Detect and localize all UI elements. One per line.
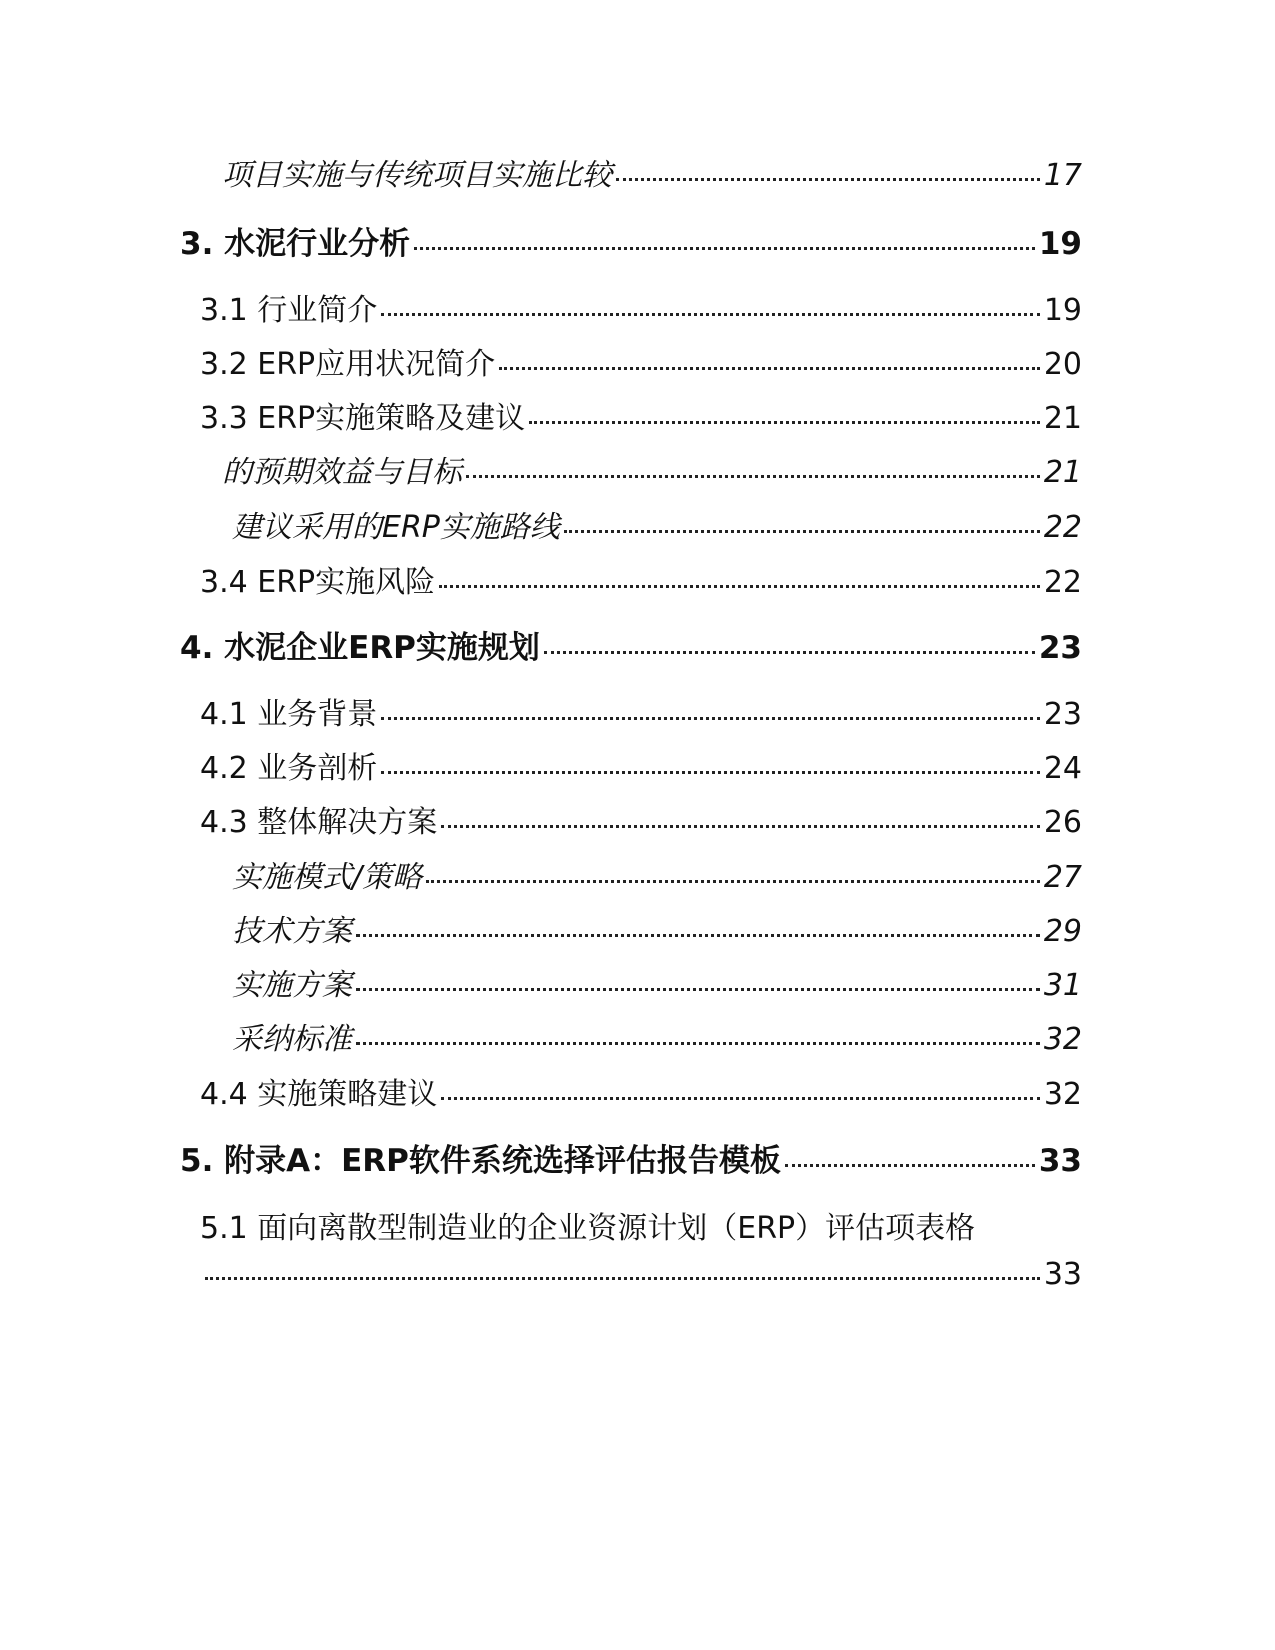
toc-leader: [414, 247, 1035, 250]
toc-leader: [439, 585, 1040, 588]
toc-entry[interactable]: [200, 285, 1082, 329]
toc-entry[interactable]: [200, 557, 1082, 601]
toc-entry-label: 技术方案: [232, 914, 352, 949]
toc-entry-label: 4.3 整体解决方案: [200, 805, 438, 840]
toc-leader: [544, 651, 1035, 654]
toc-entry-page: 27: [1043, 860, 1082, 895]
toc-entry[interactable]: [232, 852, 1082, 896]
toc-entry-page: 29: [1043, 914, 1082, 949]
toc-entry-page: 32: [1043, 1077, 1082, 1112]
toc-leader: [381, 313, 1040, 316]
toc-entry-label: 5. 附录A：ERP软件系统选择评估报告模板: [180, 1143, 781, 1179]
toc-leader: [564, 530, 1040, 533]
toc-entry-label: 实施方案: [232, 968, 352, 1003]
toc-entry-label-wrapped[interactable]: 5.1 面向离散型制造业的企业资源计划（ERP）评估项表格: [200, 1211, 976, 1246]
toc-entry-page: 33: [1043, 1257, 1082, 1292]
toc-entry-label: 3.1 行业简介: [200, 293, 378, 328]
toc-entry-page: 20: [1043, 347, 1082, 382]
toc-entry[interactable]: [200, 393, 1082, 437]
toc-leader: [441, 1097, 1040, 1100]
toc-entry-label: 3.4 ERP实施风险: [200, 565, 436, 600]
toc-entry[interactable]: [232, 960, 1082, 1004]
toc-entry[interactable]: [232, 1014, 1082, 1058]
toc-entry-page: 21: [1043, 401, 1082, 436]
toc-entry-label: 4.2 业务剖析: [200, 751, 378, 786]
toc-leader: [205, 1277, 1040, 1280]
toc-entry-page: 31: [1043, 968, 1082, 1003]
toc-entry[interactable]: [200, 689, 1082, 733]
toc-entry[interactable]: [222, 447, 1082, 491]
toc-leader: [381, 771, 1040, 774]
toc-entry-label: 建议采用的ERP实施路线: [232, 510, 560, 545]
toc-entry-label: 采纳标准: [232, 1022, 352, 1057]
toc-entry-label: 的预期效益与目标: [222, 455, 462, 490]
toc-entry-page: 22: [1043, 510, 1082, 545]
toc-entry-page: 33: [1038, 1143, 1082, 1179]
toc-entry-page: 21: [1043, 455, 1082, 490]
toc-entry[interactable]: [200, 1069, 1082, 1113]
toc-entry-page: 22: [1043, 565, 1082, 600]
toc-entry-label: 3.2 ERP应用状况简介: [200, 347, 496, 382]
toc-leader: [616, 178, 1040, 181]
toc-entry-label: 4.1 业务背景: [200, 697, 378, 732]
toc-entry[interactable]: [232, 502, 1082, 546]
toc-entry-page: 24: [1043, 751, 1082, 786]
toc-leader: [441, 825, 1040, 828]
toc-entry[interactable]: [180, 1135, 1082, 1180]
toc-entry-label: 实施模式/策略: [232, 860, 423, 895]
toc-entry-label: 3. 水泥行业分析: [180, 226, 411, 262]
toc-entry[interactable]: [222, 150, 1082, 194]
toc-leader: [426, 880, 1040, 883]
toc-entry[interactable]: [232, 906, 1082, 950]
toc-leader: [356, 934, 1040, 937]
toc-entry[interactable]: [180, 622, 1082, 667]
toc-leader: [381, 717, 1040, 720]
toc-entry-label: 4. 水泥企业ERP实施规划: [180, 630, 540, 666]
toc-entry-label: 项目实施与传统项目实施比较: [222, 158, 612, 193]
toc-entry-page: 26: [1043, 805, 1082, 840]
toc-entry-page: 32: [1043, 1022, 1082, 1057]
toc-entry-page: 17: [1043, 158, 1082, 193]
toc-entry-label: 3.3 ERP实施策略及建议: [200, 401, 526, 436]
toc-leader: [356, 988, 1040, 991]
toc-entry-page: 23: [1043, 697, 1082, 732]
toc-leader: [785, 1164, 1035, 1167]
toc-entry[interactable]: [205, 1257, 1082, 1292]
toc-entry-page: 19: [1038, 226, 1082, 262]
toc-entry-label: 4.4 实施策略建议: [200, 1077, 438, 1112]
toc-entry-page: 23: [1038, 630, 1082, 666]
toc-leader: [356, 1042, 1040, 1045]
toc-entry[interactable]: [180, 218, 1082, 263]
toc-leader: [466, 475, 1040, 478]
toc-entry[interactable]: [200, 743, 1082, 787]
toc-entry[interactable]: [200, 797, 1082, 841]
toc-entry[interactable]: [200, 339, 1082, 383]
toc-leader: [529, 421, 1040, 424]
toc-leader: [499, 367, 1040, 370]
toc-entry-page: 19: [1043, 293, 1082, 328]
